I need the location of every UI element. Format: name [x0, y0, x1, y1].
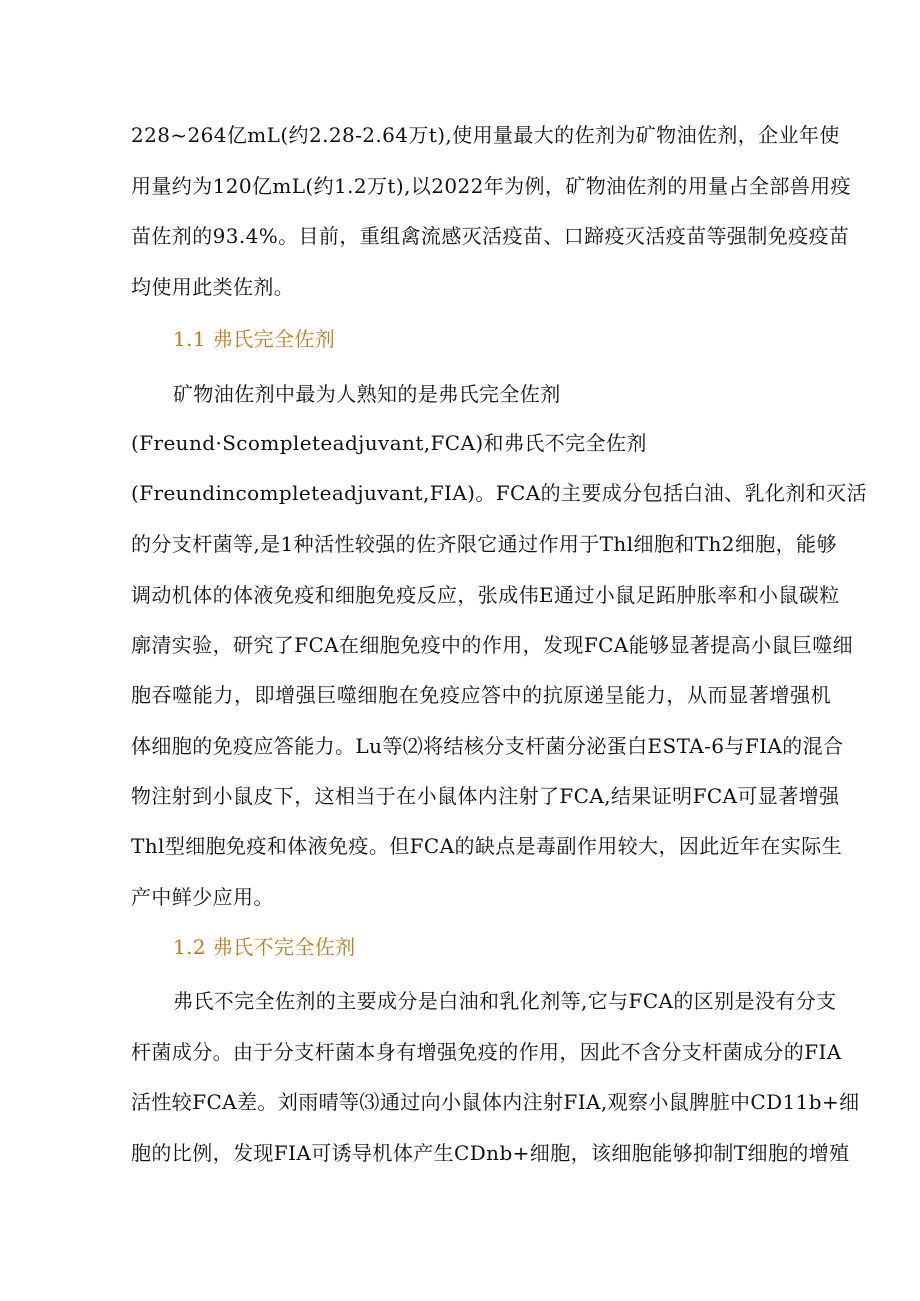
- paragraph-line: (Freund·Scompleteadjuvant,FCA)和弗氏不完全佐剂: [131, 431, 647, 455]
- paragraph-line: 调动机体的体液免疫和细胞免疫反应，张成伟E通过小鼠足跖肿胀率和小鼠碳粒: [131, 583, 840, 607]
- paragraph-line: 均使用此类佐剂。: [131, 275, 295, 299]
- paragraph-line: 矿物油佐剂中最为人熟知的是弗氏完全佐剂: [173, 382, 561, 406]
- paragraph-line: 弗氏不完全佐剂的主要成分是白油和乳化剂等,它与FCA的区别是没有分支: [173, 989, 837, 1013]
- paragraph-line: 用量约为120亿mL(约1.2万t),以2022年为例，矿物油佐剂的用量占全部兽用疫: [131, 174, 851, 198]
- paragraph-line: 胞的比例，发现FIA可诱导机体产生CDnb+细胞，该细胞能够抑制T细胞的增殖: [131, 1141, 850, 1165]
- paragraph-line: 苗佐剂的93.4%。目前，重组禽流感灭活疫苗、口蹄疫灭活疫苗等强制免疫疫苗: [131, 224, 850, 248]
- paragraph-line: Thl型细胞免疫和体液免疫。但FCA的缺点是毒副作用较大，因此近年在实际生: [131, 834, 843, 858]
- paragraph-line: 杆菌成分。由于分支杆菌本身有增强免疫的作用，因此不含分支杆菌成分的FIA: [131, 1040, 842, 1064]
- paragraph-line: (Freundincompleteadjuvant,FIA)。FCA的主要成分包括白油、乳化剂和灭活: [131, 481, 867, 505]
- section-heading-1-1: 1.1 弗氏完全佐剂: [173, 327, 336, 351]
- paragraph-line: 产中鲜少应用。: [131, 885, 274, 909]
- paragraph-line: 228~264亿mL(约2.28-2.64万t),使用量最大的佐剂为矿物油佐剂，企业年使: [131, 123, 840, 147]
- section-heading-1-2: 1.2 弗氏不完全佐剂: [173, 935, 356, 959]
- paragraph-line: 廓清实验，研究了FCA在细胞免疫中的作用，发现FCA能够显著提高小鼠巨噬细: [131, 633, 854, 657]
- paragraph-line: 物注射到小鼠皮下，这相当于在小鼠体内注射了FCA,结果证明FCA可显著增强: [131, 784, 840, 808]
- paragraph-line: 活性较FCA差。刘雨晴等⑶通过向小鼠体内注射FIA,观察小鼠脾脏中CD11b+细: [131, 1090, 860, 1114]
- paragraph-line: 胞吞噬能力，即增强巨噬细胞在免疫应答中的抗原递呈能力，从而显著增强机: [131, 683, 831, 707]
- paragraph-line: 的分支杆菌等,是1种活性较强的佐齐限它通过作用于Thl细胞和Th2细胞，能够: [131, 532, 837, 556]
- paragraph-line: 体细胞的免疫应答能力。Lu等⑵将结核分支杆菌分泌蛋白ESTA-6与FIA的混合: [131, 734, 844, 758]
